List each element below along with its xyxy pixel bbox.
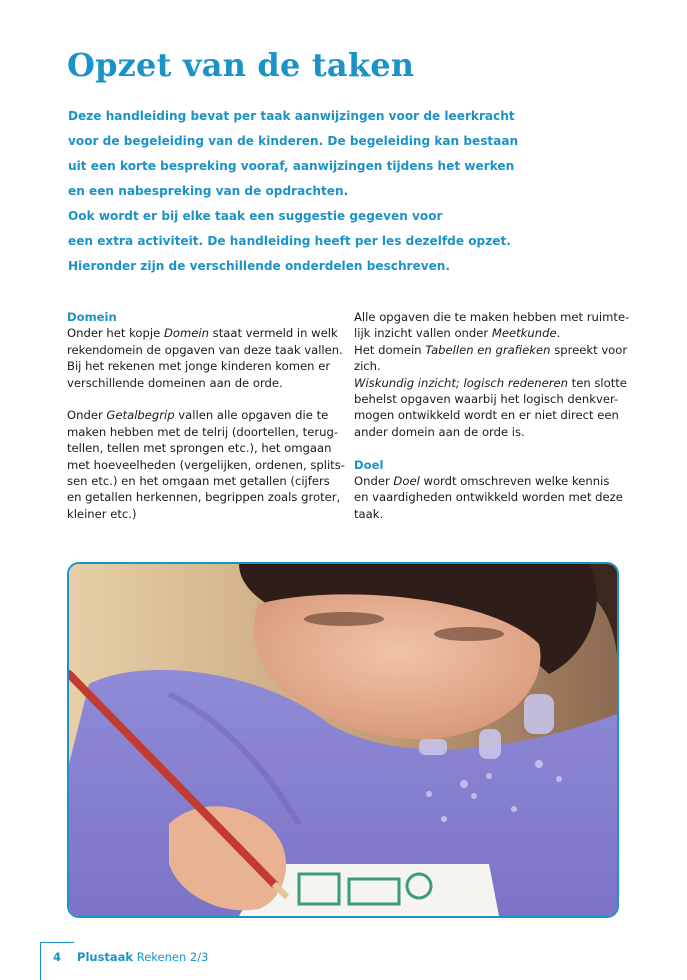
- footer-rule: [40, 942, 41, 980]
- text-line: Het domein Tabellen en grafieken spreekt voor: [354, 342, 628, 357]
- text-line: Onder het kopje Domein staat vermeld in welk: [67, 326, 338, 341]
- text-line: en vaardigheden ontwikkeld worden met deze: [354, 490, 623, 505]
- intro-line: en een nabespreking van de opdrachten.: [68, 184, 349, 198]
- emphasis: Doel: [393, 473, 420, 488]
- text-line: ander domein aan de orde is.: [354, 424, 525, 439]
- footer-brand: Plustaak: [77, 950, 134, 964]
- text-line: verschillende domeinen aan de orde.: [67, 375, 283, 390]
- text-line: rekendomein de opgaven van deze taak vallen.: [67, 342, 343, 357]
- emphasis: Wiskundig inzicht; logisch redeneren: [354, 375, 568, 390]
- text-line: behelst opgaven waarbij het logisch denkver-: [354, 391, 619, 406]
- intro-line: voor de begeleiding van de kinderen. De begeleiding kan bestaan: [68, 134, 519, 148]
- domein-paragraph: [67, 325, 343, 391]
- emphasis: Tabellen en grafieken: [425, 342, 551, 357]
- intro-line: Deze handleiding bevat per taak aanwijzingen voor de leerkracht: [68, 109, 515, 123]
- domains-paragraph: [354, 309, 630, 440]
- text-line: Bij het rekenen met jonge kinderen komen er: [67, 359, 331, 374]
- photo-child-drawing: [67, 562, 619, 918]
- text-line: kleiner etc.): [67, 506, 137, 521]
- text-line: en getallen herkennen, begrippen zoals groter,: [67, 490, 341, 505]
- intro-paragraph: [68, 108, 519, 283]
- section-heading-domein: Domein: [67, 310, 117, 324]
- text-line: mogen ontwikkeld wordt en er niet direct een: [354, 408, 619, 423]
- getalbegrip-paragraph: [67, 407, 345, 522]
- emphasis: Getalbegrip: [106, 408, 175, 423]
- doel-paragraph: [354, 473, 626, 522]
- text-line: Onder Getalbegrip vallen alle opgaven die te: [67, 408, 329, 423]
- text-line: zich.: [354, 359, 381, 374]
- text-line: Alle opgaven die te maken hebben met ruimte-: [354, 310, 630, 324]
- emphasis: Domein: [163, 326, 209, 341]
- text-line: met hoeveelheden (vergelijken, ordenen, splits-: [67, 457, 345, 472]
- text-line: lijk inzicht vallen onder Meetkunde.: [354, 326, 561, 341]
- page-number: 4: [53, 950, 62, 964]
- footer-rule: [40, 942, 74, 943]
- text-line: taak.: [354, 506, 384, 521]
- left-column: [67, 309, 345, 522]
- text-line: maken hebben met de telrij (doortellen, terug-: [67, 424, 339, 439]
- text-line: sen etc.) en het omgaan met getallen (cijfers: [67, 473, 330, 488]
- intro-line: een extra activiteit. De handleiding heeft per les dezelfde opzet.: [68, 234, 511, 248]
- emphasis: Meetkunde: [491, 326, 557, 341]
- text-line: Onder Doel wordt omschreven welke kennis: [354, 473, 610, 488]
- intro-line: Hieronder zijn de verschillende onderdelen beschreven.: [68, 259, 451, 273]
- page-title: Opzet van de taken: [67, 46, 415, 84]
- text-line: tellen, tellen met sprongen etc.), het omgaan: [67, 441, 332, 456]
- footer-subtitle: Rekenen 2/3: [136, 950, 209, 964]
- footer: [53, 950, 208, 964]
- right-column: [354, 309, 630, 522]
- intro-line: Ook wordt er bij elke taak een suggestie gegeven voor: [68, 209, 443, 223]
- section-heading-doel: Doel: [354, 457, 384, 472]
- intro-line: uit een korte bespreking vooraf, aanwijzingen tijdens het werken: [68, 159, 515, 173]
- text-line: Wiskundig inzicht; logisch redeneren ten slotte: [354, 375, 627, 390]
